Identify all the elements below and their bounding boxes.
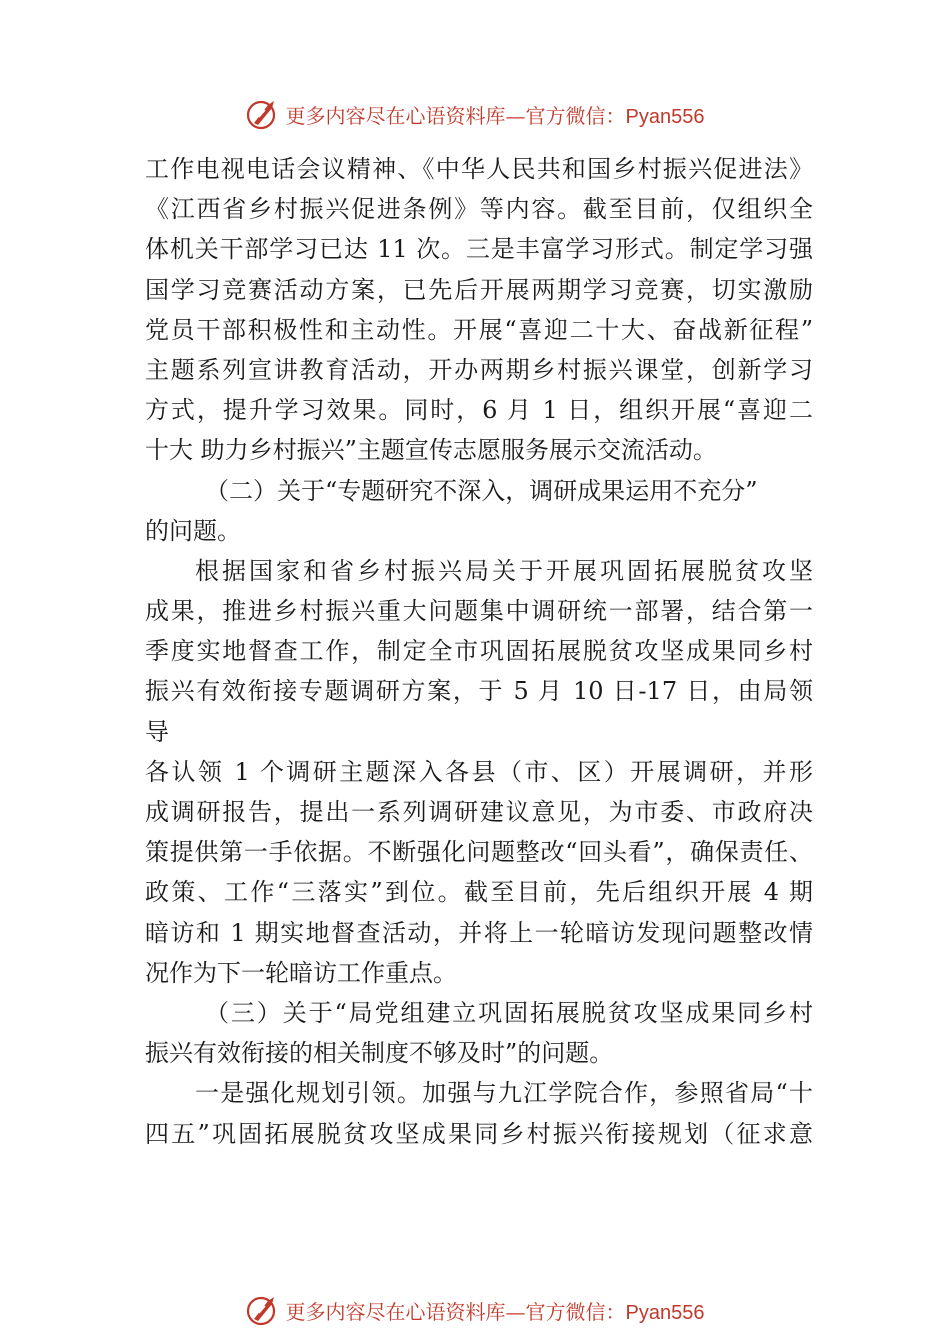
text-line: 四五”巩固拓展脱贫攻坚成果同乡村振兴衔接规划（征求意 (145, 1119, 813, 1148)
text-line: 成调研报告，提出一系列调研建议意见，为市委、市政府决 (145, 798, 813, 826)
text-line: 党员干部积极性和主动性。开展“喜迎二十大、奋战新征程” (145, 315, 813, 344)
text-line: 策提供第一手依据。不断强化问题整改“回头看”，确保责任、 (145, 838, 813, 867)
text-line: 各认领 1 个调研主题深入各县（市、区）开展调研，并形 (145, 757, 813, 786)
text-line: 季度实地督查工作，制定全市巩固拓展脱贫攻坚成果同乡村 (145, 637, 813, 666)
text-line: 政策、工作“三落实”到位。截至目前，先后组织开展 4 期 (145, 878, 813, 907)
text-line: 主题系列宣讲教育活动，开办两期乡村振兴课堂，创新学习 (145, 355, 813, 384)
text-line: 根据国家和省乡村振兴局关于开展巩固拓展脱贫攻坚 (195, 556, 813, 585)
text-line: 暗访和 1 期实地督查活动，并将上一轮暗访发现问题整改情 (145, 918, 813, 947)
wechat-id: Pyan556 (625, 1301, 705, 1324)
text-line: 国学习竞赛活动方案，已先后开展两期学习竞赛，切实激励 (145, 275, 813, 304)
header-banner (0, 94, 950, 134)
text-line: 方式，提升学习效果。同时，6 月 1 日，组织开展“喜迎二 (145, 396, 813, 425)
section-heading-2: （二）关于“专题研究不深入，调研成果运用不充分” (205, 476, 758, 505)
text-line: 工作电视电话会议精神、《中华人民共和国乡村振兴促进法》 (145, 155, 813, 183)
text-line: 成果，推进乡村振兴重大问题集中调研统一部署，结合第一 (145, 597, 813, 626)
pen-nib-logo-icon (246, 97, 280, 131)
text-line: 体机关干部学习已达 11 次。三是丰富学习形式。制定学习强 (145, 235, 813, 264)
text-line: 《江西省乡村振兴促进条例》等内容。截至目前，仅组织全 (145, 195, 813, 224)
banner-text: 更多内容尽在心语资料库—官方微信：Pyan556 (285, 103, 705, 128)
document-body (145, 149, 813, 1154)
footer-banner (0, 1290, 950, 1330)
wechat-id: Pyan556 (625, 105, 705, 128)
text-line: 况作为下一轮暗访工作重点。 (145, 958, 457, 987)
section-heading-3: （三）关于“局党组建立巩固拓展脱贫攻坚成果同乡村 (205, 998, 813, 1027)
section-heading-2-cont: 的问题。 (145, 516, 241, 545)
text-line: 十大 助力乡村振兴”主题宣传志愿服务展示交流活动。 (145, 436, 717, 465)
text-line: 振兴有效衔接专题调研方案，于 5 月 10 日-17 日，由局领 (145, 677, 813, 706)
text-line: 一是强化规划引领。加强与九江学院合作，参照省局“十 (195, 1079, 813, 1108)
text-line: 导 (145, 717, 169, 746)
banner-text: 更多内容尽在心语资料库—官方微信：Pyan556 (285, 1299, 705, 1324)
pen-nib-logo-icon (246, 1293, 280, 1327)
section-heading-3-cont: 振兴有效衔接的相关制度不够及时”的问题。 (145, 1039, 614, 1068)
